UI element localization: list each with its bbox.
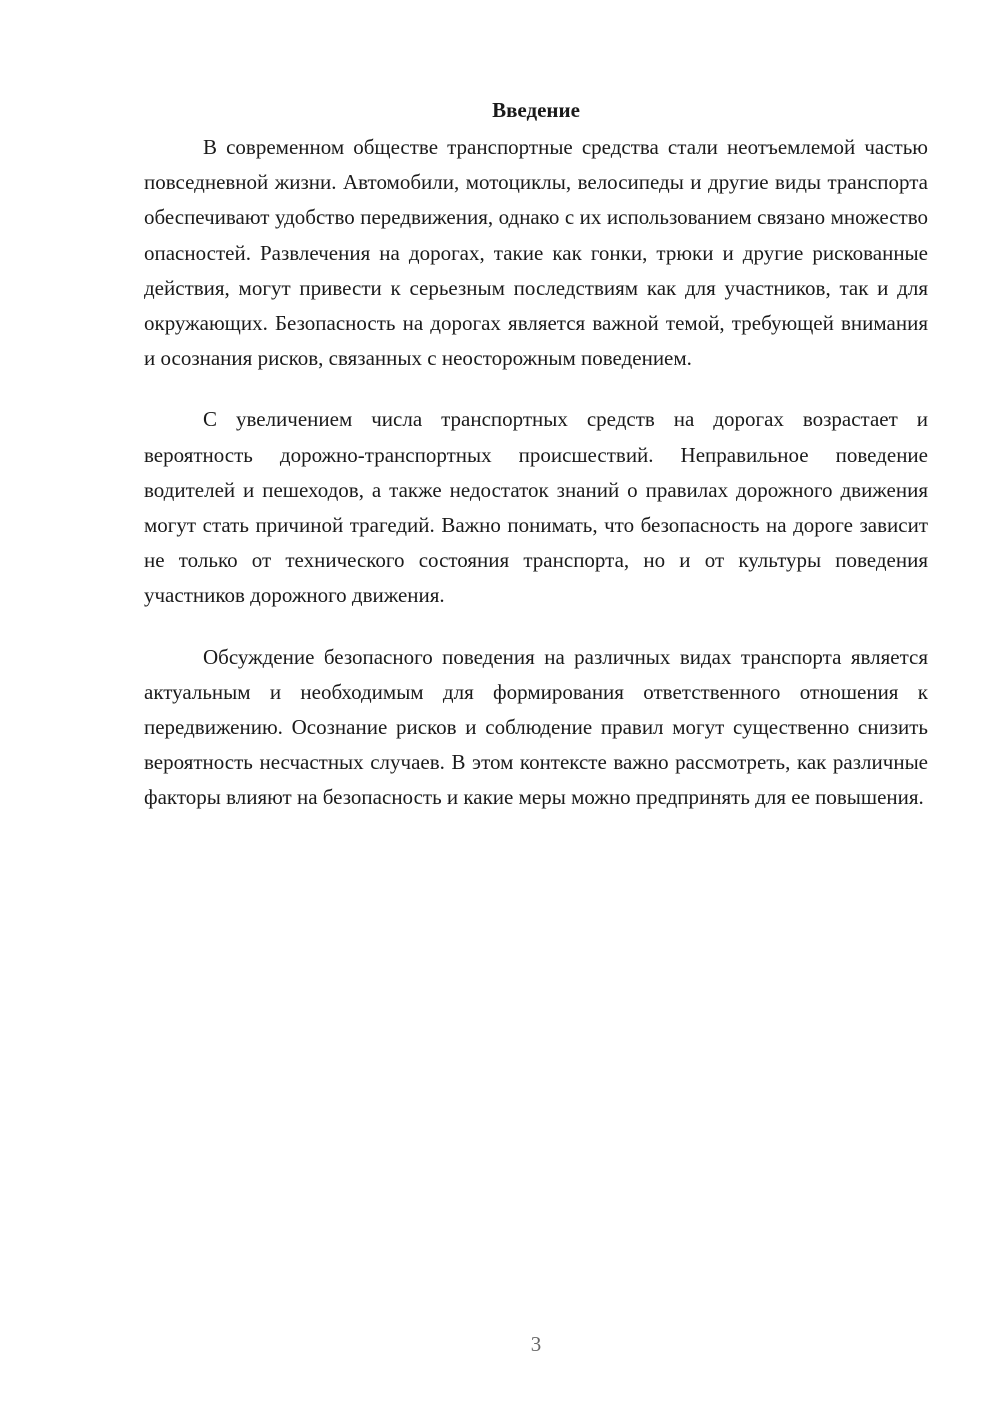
paragraph-3: Обсуждение безопасного поведения на различных видах транспорта является актуальным и необходимым для формирования ответственного отношения к передвижению. Осознание рисков и соблюдение правил могут существенно снизить вероятность несчастных случаев. В этом контексте важно рассмотреть, как различные факторы влияют на безопасность и какие меры можно предпринять для ее повышения.: [144, 644, 928, 810]
paragraph-1: В современном обществе транспортные средства стали неотъемлемой частью повседневной жизни. Автомобили, мотоциклы, велосипеды и другие виды транспорта обеспечивают удобство передвижения, однако с их использованием связано множество опасностей. Развлечения на дорогах, такие как гонки, трюки и другие рискованные действия, могут привести к серьезным последствиям как для участников, так и для окружающих. Безопасность на дорогах является важной темой, требующей внимания и осознания рисков, связанных с неосторожным поведением.: [144, 135, 928, 371]
page-number: 3: [530, 1332, 542, 1356]
paragraph-2: С увеличением числа транспортных средств на дорогах возрастает и вероятность дорожно-транспортных происшествий. Неправильное поведение водителей и пешеходов, а также недостаток знаний о правилах дорожного движения могут стать причиной трагедий. Важно понимать, что безопасность на дороге зависит не только от технического состояния транспорта, но и от культуры поведения участников дорожного движения.: [144, 407, 928, 608]
page-body: [144, 90, 928, 816]
section-heading: Введение: [492, 98, 580, 122]
